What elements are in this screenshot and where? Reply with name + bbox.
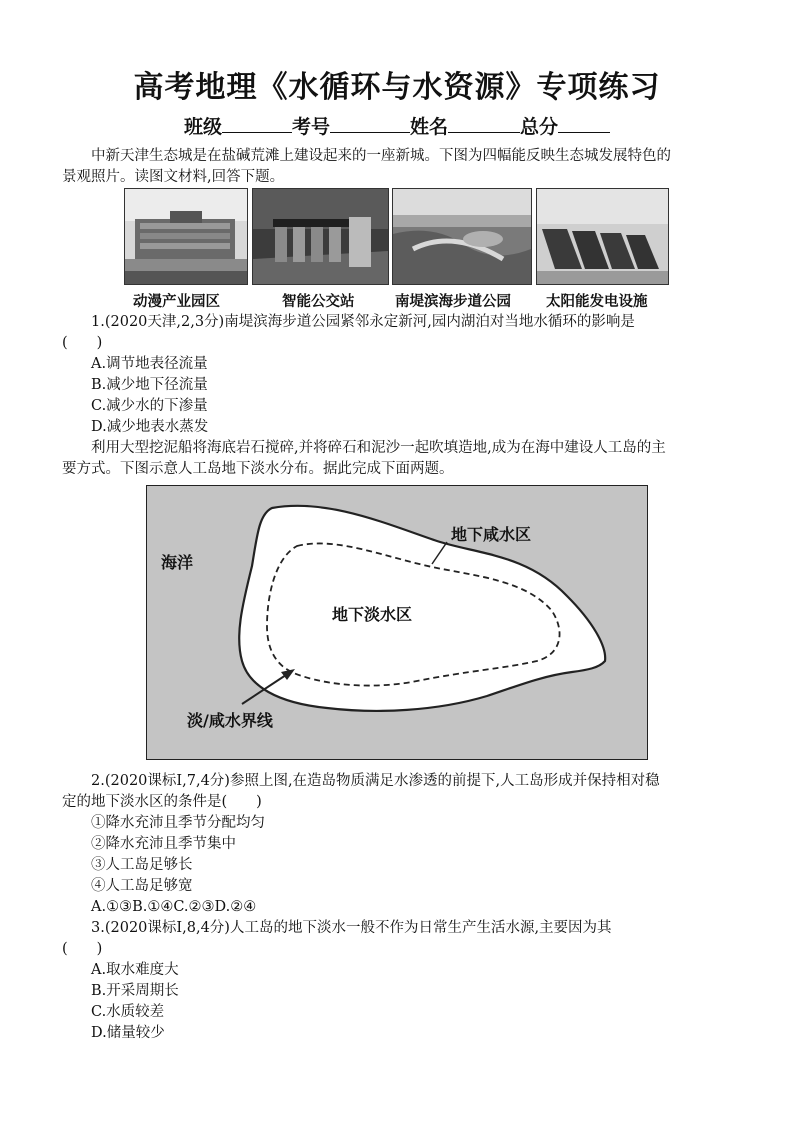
photo-animation-park <box>124 188 248 285</box>
caption-solar-facility: 太阳能发电设施 <box>546 293 648 310</box>
q3-stem-line-2: ( ) <box>62 941 103 957</box>
q1-option-c[interactable]: C.减少水的下渗量 <box>91 398 208 414</box>
q2-item-1: ①降水充沛且季节分配均匀 <box>91 815 265 831</box>
student-info-line <box>0 112 794 139</box>
intro-line-1: 中新天津生态城是在盐碱荒滩上建设起来的一座新城。下图为四幅能反映生态城发展特色的 <box>91 148 671 164</box>
page-title: 高考地理《水循环与水资源》专项练习 <box>133 70 661 105</box>
photo-solar-facility <box>536 188 669 285</box>
q2-item-2: ②降水充沛且季节集中 <box>91 836 236 852</box>
class-blank[interactable] <box>222 114 292 133</box>
caption-seaside-park: 南堤滨海步道公园 <box>395 293 511 310</box>
island-groundwater-map <box>146 485 648 760</box>
q2-choices[interactable]: A.①③B.①④C.②③D.②④ <box>91 899 257 915</box>
q2-stem-line-2: 定的地下淡水区的条件是( ) <box>62 794 262 810</box>
label-salt-groundwater: 地下咸水区 <box>451 525 532 544</box>
caption-animation-park: 动漫产业园区 <box>133 293 220 310</box>
q3-option-b[interactable]: B.开采周期长 <box>91 983 179 999</box>
intro2-line-2: 要方式。下图示意人工岛地下淡水分布。据此完成下面两题。 <box>62 461 454 477</box>
q2-item-4: ④人工岛足够宽 <box>91 878 193 894</box>
name-blank[interactable] <box>448 114 520 133</box>
q1-stem-line-2: ( ) <box>62 335 103 351</box>
caption-smart-bus-stop: 智能公交站 <box>282 293 355 310</box>
q3-option-c[interactable]: C.水质较差 <box>91 1004 165 1020</box>
q2-stem-line-1: 2.(2020课标Ⅰ,7,4分)参照上图,在造岛物质满足水渗透的前提下,人工岛形成并保持相对稳 <box>91 773 660 789</box>
exam-number-label: 考号 <box>291 116 330 138</box>
label-fresh-groundwater: 地下淡水区 <box>332 605 413 624</box>
q2-item-3: ③人工岛足够长 <box>91 857 193 873</box>
q3-stem-line-1: 3.(2020课标Ⅰ,8,4分)人工岛的地下淡水一般不作为日常生产生活水源,主要因为其 <box>91 920 612 936</box>
intro2-line-1: 利用大型挖泥船将海底岩石搅碎,并将碎石和泥沙一起吹填造地,成为在海中建设人工岛的主 <box>91 440 666 456</box>
score-blank[interactable] <box>558 114 610 133</box>
q1-option-a[interactable]: A.调节地表径流量 <box>91 356 208 372</box>
q3-option-a[interactable]: A.取水难度大 <box>91 962 179 978</box>
intro-line-2: 景观照片。读图文材料,回答下题。 <box>62 169 285 185</box>
exam-number-blank[interactable] <box>330 114 410 133</box>
q1-option-d[interactable]: D.减少地表水蒸发 <box>91 419 209 435</box>
label-boundary-line: 淡/咸水界线 <box>187 711 273 730</box>
q3-option-d[interactable]: D.储量较少 <box>91 1025 165 1041</box>
name-label: 姓名 <box>410 116 449 138</box>
label-ocean: 海洋 <box>161 553 194 572</box>
score-label: 总分 <box>520 116 559 138</box>
class-label: 班级 <box>183 116 222 138</box>
photo-smart-bus-stop <box>252 188 389 285</box>
q1-option-b[interactable]: B.减少地下径流量 <box>91 377 208 393</box>
q1-stem-line-1: 1.(2020天津,2,3分)南堤滨海步道公园紧邻永定新河,园内湖泊对当地水循环的影响是 <box>91 314 635 330</box>
photo-seaside-park <box>392 188 532 285</box>
